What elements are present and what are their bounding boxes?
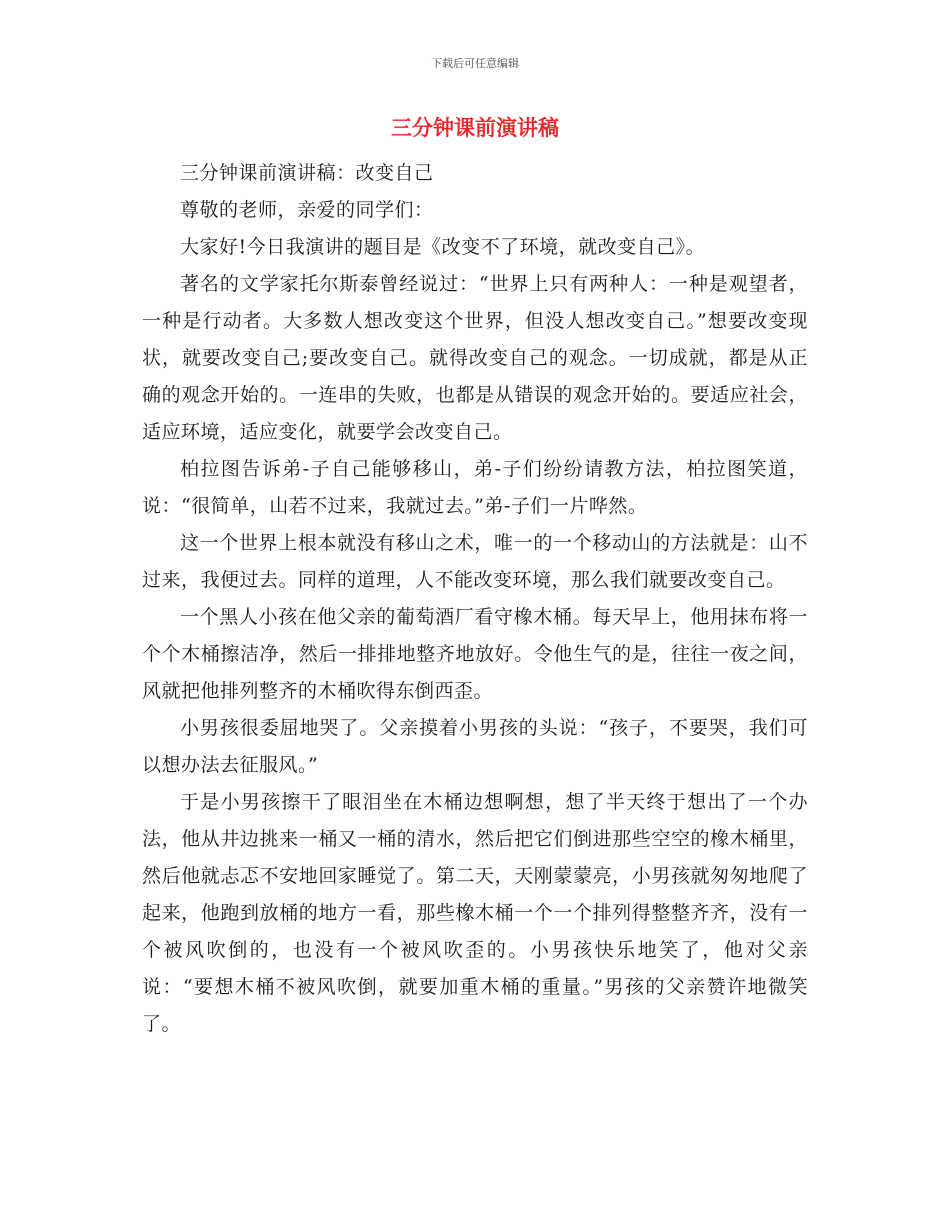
header-note: 下载后可任意编辑 — [431, 57, 519, 70]
paragraph-plato: 柏拉图告诉弟-子自己能够移山，弟-子们纷纷请教方法，柏拉图笑道，说：“很简单，山若不过来，我就过去。”弟-子们一片哗然。 — [142, 458, 808, 517]
paragraph-boy-solution: 于是小男孩擦干了眼泪坐在木桶边想啊想，想了半天终于想出了一个办法，他从井边挑来一桶又一桶的清水，然后把它们倒进那些空空的橡木桶里，然后他就忐忑不安地回家睡觉了。第二天，天刚蒙蒙亮，小男孩就匆匆地爬了起来，他跑到放桶的地方一看，那些橡木桶一个一个排列得整整齐齐，没有一个被风吹倒的，也没有一个被风吹歪的。小男孩快乐地笑了，他对父亲说：“要想木桶不被风吹倒，就要加重木桶的重量。”男孩的父亲赞许地微笑了。 — [142, 791, 808, 1035]
paragraph-intro: 大家好!今日我演讲的题目是《改变不了环境，就改变自己》。 — [180, 236, 706, 258]
document-body — [142, 155, 808, 1043]
paragraph-greeting: 尊敬的老师，亲爱的同学们： — [180, 199, 434, 221]
paragraph-mountain: 这一个世界上根本就没有移山之术，唯一的一个移动山的方法就是：山不过来，我便过去。同样的道理，人不能改变环境，那么我们就要改变自己。 — [142, 532, 808, 591]
document-title: 三分钟课前演讲稿 — [391, 116, 559, 140]
paragraph-tolstoy: 著名的文学家托尔斯泰曾经说过：“世界上只有两种人：一种是观望者，一种是行动者。大多数人想改变这个世界，但没人想改变自己。”想要改变现状，就要改变自己;要改变自己。就得改变自己的观念。一切成就，都是从正确的观念开始的。一连串的失败，也都是从错误的观念开始的。要适应社会，适应环境，适应变化，就要学会改变自己。 — [142, 273, 808, 443]
paragraph-boy-cries: 小男孩很委屈地哭了。父亲摸着小男孩的头说：“孩子，不要哭，我们可以想办法去征服风。” — [142, 717, 808, 776]
paragraph-boy-barrels: 一个黑人小孩在他父亲的葡萄酒厂看守橡木桶。每天早上，他用抹布将一个个木桶擦洁净，然后一排排地整齐地放好。令他生气的是，往往一夜之间，风就把他排列整齐的木桶吹得东倒西歪。 — [142, 606, 808, 702]
paragraph-subtitle: 三分钟课前演讲稿：改变自己 — [180, 162, 434, 184]
